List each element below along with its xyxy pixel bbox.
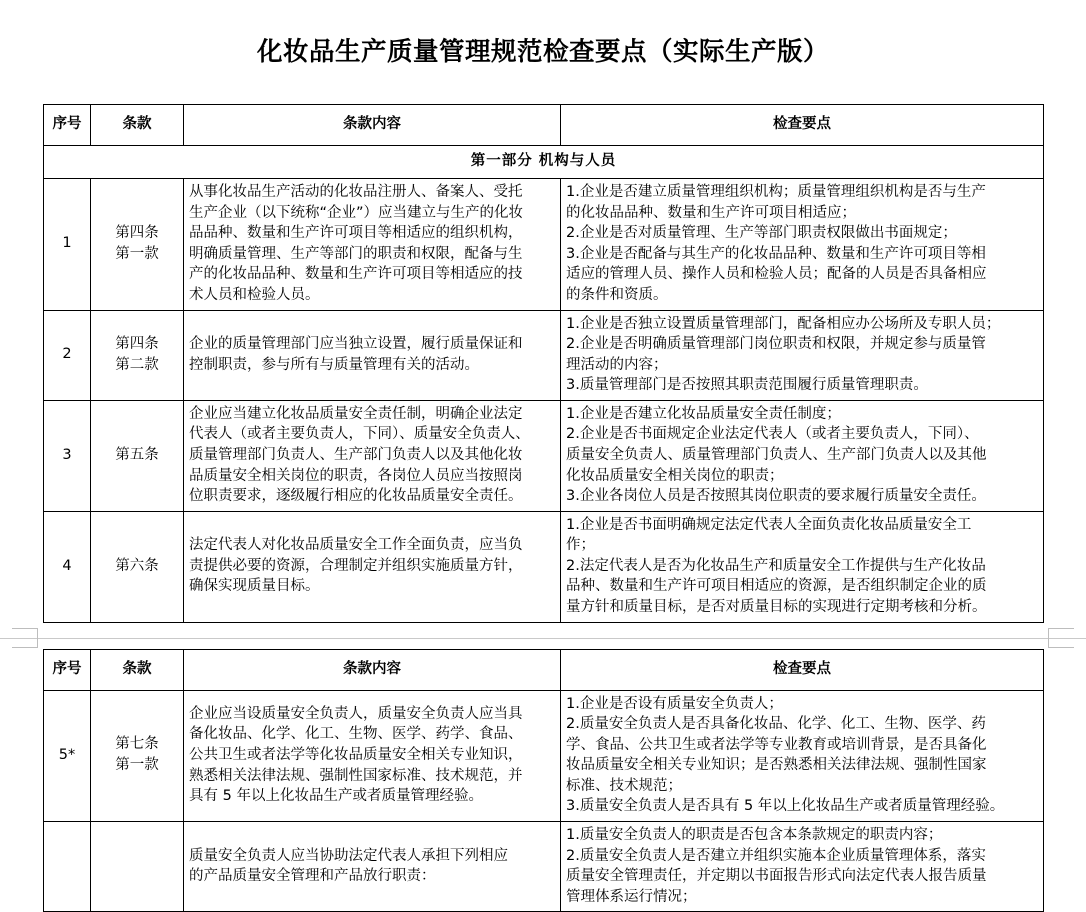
cell-row-number: 1 xyxy=(44,179,91,310)
cell-checkpoints: 1.企业是否独立设置质量管理部门，配备相应办公场所及专职人员； 2.企业是否明确质量管理部门岗位职责和权限，并规定参与质量管 理活动的内容； 3.质量管理部门是否按照其职责范围履行质量管理职责。 xyxy=(561,310,1044,400)
header-cell-content: 条款内容 xyxy=(184,105,561,146)
cell-article-content: 法定代表人对化妆品质量安全工作全面负责，应当负 责提供必要的资源，合理制定并组织实施质量方针， 确保实现质量目标。 xyxy=(184,511,561,622)
table-header-row xyxy=(44,649,1044,690)
cell-row-number: 2 xyxy=(44,310,91,400)
page-break-line xyxy=(0,638,1086,639)
cell-checkpoints: 1.企业是否建立化妆品质量安全责任制度； 2.企业是否书面规定企业法定代表人（或者主要负责人，下同）、 质量安全负责人、质量管理部门负责人、生产部门负责人以及其他 化妆品质量安全相关岗位的职责； 3.企业各岗位人员是否按照其岗位职责的要求履行质量安全责任。 xyxy=(561,400,1044,511)
table-row xyxy=(44,511,1044,622)
page-break-separator xyxy=(0,627,1086,649)
cell-row-number: 5* xyxy=(44,690,91,821)
cell-row-number: 4 xyxy=(44,511,91,622)
header-cell-content: 条款内容 xyxy=(184,649,561,690)
inspection-table-2 xyxy=(43,649,1044,912)
cell-article-content: 企业应当建立化妆品质量安全责任制，明确企业法定 代表人（或者主要负责人，下同）、质量安全负责人、 质量管理部门负责人、生产部门负责人以及其他化妆 品质量安全相关岗位的职责，各岗位人员应当按照岗 位职责要求，逐级履行相应的化妆品质量安全责任。 xyxy=(184,400,561,511)
page-title: 化妆品生产质量管理规范检查要点（实际生产版） xyxy=(256,37,829,68)
table-row xyxy=(44,690,1044,821)
cell-checkpoints: 1.企业是否建立质量管理组织机构；质量管理组织机构是否与生产 的化妆品品种、数量和生产许可项目相适应； 2.企业是否对质量管理、生产等部门职责权限做出书面规定； 3.企业是否配备与其生产的化妆品品种、数量和生产许可项目等相 适应的管理人员、操作人员和检验人员；配备的人员是否具备相应 的条件和资质。 xyxy=(561,179,1044,310)
section-banner-row xyxy=(44,146,1044,179)
header-cell-num: 序号 xyxy=(44,649,91,690)
cell-checkpoints: 1.企业是否书面明确规定法定代表人全面负责化妆品质量安全工 作； 2.法定代表人是否为化妆品生产和质量安全工作提供与生产化妆品 品种、数量和生产许可项目相适应的资源，是否组织制定企业的质 量方针和质量目标，是否对质量目标的实现进行定期考核和分析。 xyxy=(561,511,1044,622)
cell-checkpoints: 1.质量安全负责人的职责是否包含本条款规定的职责内容； 2.质量安全负责人是否建立并组织实施本企业质量管理体系，落实 质量安全管理责任，并定期以书面报告形式向法定代表人报告质量 管理体系运行情况； xyxy=(561,822,1044,912)
header-cell-article: 条款 xyxy=(91,105,184,146)
table-header-row xyxy=(44,105,1044,146)
table-row xyxy=(44,822,1044,912)
table-row xyxy=(44,179,1044,310)
table-row xyxy=(44,310,1044,400)
cell-article-content: 质量安全负责人应当协助法定代表人承担下列相应 的产品质量安全管理和产品放行职责： xyxy=(184,822,561,912)
inspection-table-1 xyxy=(43,104,1044,623)
page-break-bracket-left xyxy=(12,628,38,648)
cell-article-content: 从事化妆品生产活动的化妆品注册人、备案人、受托 生产企业（以下统称“企业”）应当建立与生产的化妆 品品种、数量和生产许可项目等相适应的组织机构， 明确质量管理、生产等部门的职责和权限，配备与生 产的化妆品品种、数量和生产许可项目等相适应的技 术人员和检验人员。 xyxy=(184,179,561,310)
cell-article-ref: 第七条 第一款 xyxy=(91,690,184,821)
cell-article-ref: 第五条 xyxy=(91,400,184,511)
cell-article-content: 企业的质量管理部门应当独立设置，履行质量保证和 控制职责，参与所有与质量管理有关的活动。 xyxy=(184,310,561,400)
cell-article-ref: 第六条 xyxy=(91,511,184,622)
cell-checkpoints: 1.企业是否设有质量安全负责人； 2.质量安全负责人是否具备化妆品、化学、化工、生物、医学、药 学、食品、公共卫生或者法学等专业教育或培训背景，是否具备化 妆品质量安全相关专业知识；是否熟悉相关法律法规、强制性国家 标准、技术规范； 3.质量安全负责人是否具有 5 年以上化妆品生产或者质量管理经验。 xyxy=(561,690,1044,821)
cell-row-number: 3 xyxy=(44,400,91,511)
header-cell-checks: 检查要点 xyxy=(561,105,1044,146)
cell-article-content: 企业应当设质量安全负责人，质量安全负责人应当具 备化妆品、化学、化工、生物、医学、药学、食品、 公共卫生或者法学等化妆品质量安全相关专业知识， 熟悉相关法律法规、强制性国家标准、技术规范，并 具有 5 年以上化妆品生产或者质量管理经验。 xyxy=(184,690,561,821)
cell-article-ref: 第四条 第一款 xyxy=(91,179,184,310)
cell-article-ref xyxy=(91,822,184,912)
cell-row-number xyxy=(44,822,91,912)
header-cell-article: 条款 xyxy=(91,649,184,690)
document-page xyxy=(0,17,1086,912)
header-cell-num: 序号 xyxy=(44,105,91,146)
cell-article-ref: 第四条 第二款 xyxy=(91,310,184,400)
header-cell-checks: 检查要点 xyxy=(561,649,1044,690)
table-section-one xyxy=(43,104,1043,623)
table-section-two xyxy=(43,649,1043,912)
page-break-bracket-right xyxy=(1048,628,1074,648)
title-spacer xyxy=(0,86,1086,104)
section-banner-label: 第一部分 机构与人员 xyxy=(44,146,1044,179)
table-row xyxy=(44,400,1044,511)
